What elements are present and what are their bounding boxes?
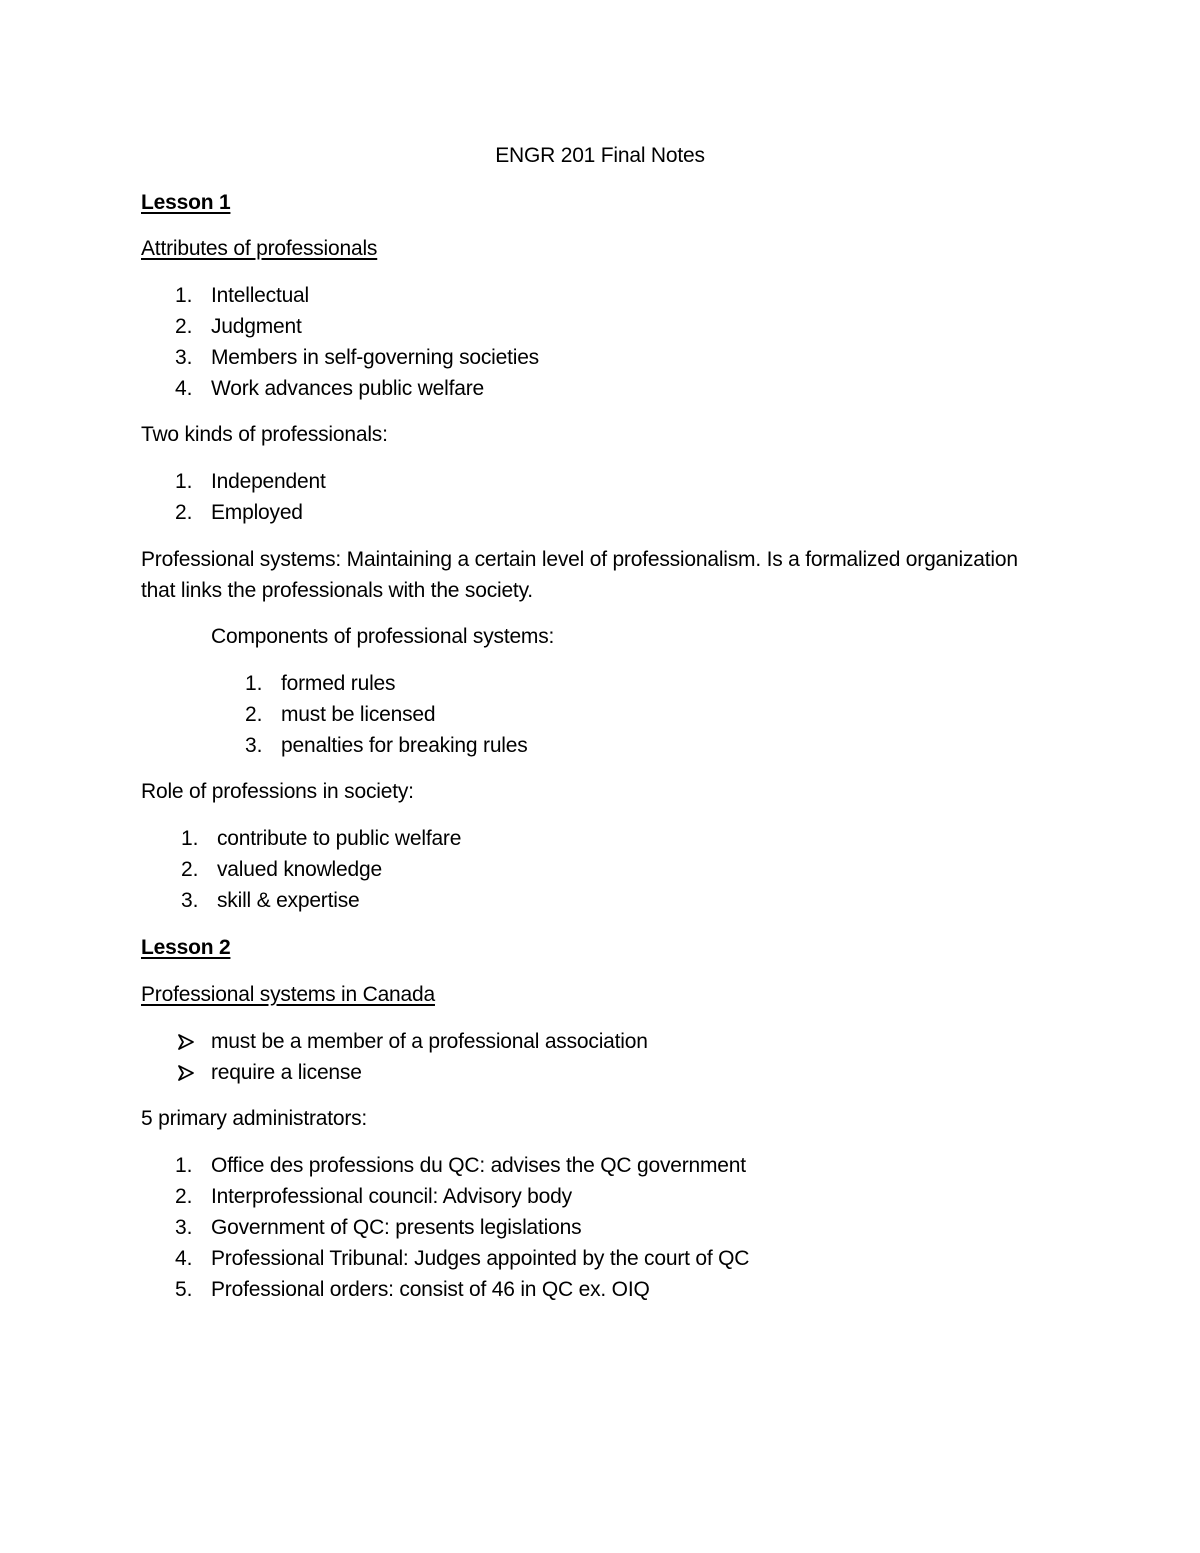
- components-heading: Components of professional systems:: [211, 625, 555, 648]
- list-item: valued knowledge: [217, 858, 382, 881]
- list-number: 3.: [175, 1216, 193, 1239]
- list-item: Independent: [211, 470, 326, 493]
- list-item: Office des professions du QC: advises the QC government: [211, 1154, 746, 1177]
- list-number: 1.: [181, 827, 199, 850]
- list-item: require a license: [211, 1061, 362, 1084]
- list-item: Government of QC: presents legislations: [211, 1216, 582, 1239]
- list-item: must be licensed: [281, 703, 436, 726]
- list-item: Professional Tribunal: Judges appointed by the court of QC: [211, 1247, 750, 1270]
- list-item: Work advances public welfare: [211, 377, 484, 400]
- admins-heading: 5 primary administrators:: [141, 1107, 368, 1130]
- page-title: ENGR 201 Final Notes: [495, 144, 705, 167]
- list-number: 3.: [181, 889, 199, 912]
- list-number: 2.: [245, 703, 263, 726]
- list-item: skill & expertise: [217, 889, 360, 912]
- list-number: 2.: [175, 1185, 193, 1208]
- list-item: Members in self-governing societies: [211, 346, 539, 369]
- list-item: Employed: [211, 501, 303, 524]
- list-number: 2.: [175, 501, 193, 524]
- list-number: 5.: [175, 1278, 193, 1301]
- role-heading: Role of professions in society:: [141, 780, 414, 803]
- list-item: Professional orders: consist of 46 in QC ex. OIQ: [211, 1278, 650, 1301]
- list-item: Intellectual: [211, 284, 309, 307]
- list-number: 1.: [245, 672, 263, 695]
- arrow-bullet-icon: [177, 1060, 195, 1086]
- list-number: 2.: [175, 315, 193, 338]
- attributes-heading: Attributes of professionals: [141, 237, 378, 260]
- list-item: Interprofessional council: Advisory body: [211, 1185, 572, 1208]
- list-number: 4.: [175, 1247, 193, 1270]
- systems-paragraph-line-1: Professional systems: Maintaining a certain level of professionalism. Is a formalized organization: [141, 548, 1018, 571]
- list-item: contribute to public welfare: [217, 827, 462, 850]
- list-number: 2.: [181, 858, 199, 881]
- list-number: 3.: [175, 346, 193, 369]
- list-item: formed rules: [281, 672, 396, 695]
- list-number: 1.: [175, 470, 193, 493]
- kinds-heading: Two kinds of professionals:: [141, 423, 388, 446]
- lesson-2-heading: Lesson 2: [141, 936, 231, 959]
- canada-heading: Professional systems in Canada: [141, 983, 435, 1006]
- list-item: Judgment: [211, 315, 302, 338]
- list-number: 4.: [175, 377, 193, 400]
- systems-paragraph-line-2: that links the professionals with the society.: [141, 579, 533, 602]
- list-item: must be a member of a professional association: [211, 1030, 648, 1053]
- list-item: penalties for breaking rules: [281, 734, 528, 757]
- list-number: 3.: [245, 734, 263, 757]
- arrow-bullet-icon: [177, 1029, 195, 1055]
- list-number: 1.: [175, 284, 193, 307]
- lesson-1-heading: Lesson 1: [141, 191, 231, 214]
- list-number: 1.: [175, 1154, 193, 1177]
